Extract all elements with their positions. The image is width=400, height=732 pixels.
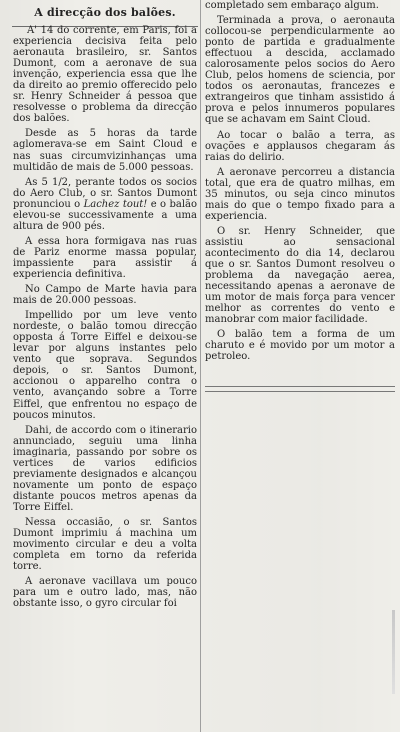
right-column	[205, 0, 395, 732]
paragraph-continued: completado sem embaraço algum.	[205, 0, 379, 11]
paragraph-7: Dahi, de accordo com o itinerario annunciado, seguiu uma linha imaginaria, passando por sobre os vertices de varios edificios previamente designados e alcançou novamente um ponto de espaço distante poucos metros apenas da Torre Eiffel.	[13, 424, 197, 513]
left-column	[13, 0, 197, 732]
paragraph-14: O balão tem a forma de um charuto e é movido por um motor a petroleo.	[205, 329, 395, 363]
paragraph-10: Terminada a prova, o aeronauta collocou-se perpendicularmente ao ponto de partida e gradualmente effectuou a descida, acclamado calorosamente pelos socios do Aero Club, pelos homens de sciencia, por todos os aeronautas, francezes e extrangeiros que tinham assistido á prova e pelos innumeros populares que se achavam em Saint Cloud.	[205, 15, 395, 126]
paragraph-8: Nessa occasião, o sr. Santos Dumont imprimiu á machina um movimento circular e deu a volta completa em torno da referida torre.	[13, 516, 197, 573]
paragraph-6: Impellido por um leve vento nordeste, o balão tomou direcção opposta á Torre Eiffel e deixou-se levar por alguns instantes pelo vento que soprava. Segundos depois, o sr. Santos Dumont, accionou o apparelho contra o vento, avançando sobre a Torre Eiffel, que enfrentou no espaço de poucos minutos.	[13, 310, 197, 421]
paragraph-5: No Campo de Marte havia para mais de 20.000 pessoas.	[13, 284, 197, 307]
quoted-exclamation: Lachez tout!	[83, 198, 148, 210]
page-margin-mark	[392, 610, 395, 694]
paragraph-11: Ao tocar o balão a terra, as ovações e applausos chegaram ás raias do delirio.	[205, 129, 395, 163]
article-headline: A direcção dos balões.	[34, 6, 176, 19]
article-end-rule	[205, 386, 395, 392]
paragraph-9: A aeronave vacillava um pouco para um e outro lado, mas, não obstante isso, o gyro circular foi	[13, 576, 197, 610]
paragraph-13: O sr. Henry Schneider, que assistiu ao sensacional acontecimento do dia 14, declarou que o sr. Santos Dumont resolveu o problema da navegação aerea, necessitando apenas a aeronave de um motor de mais força para vencer melhor as correntes do vento e manobrar com maior facilidade.	[205, 225, 395, 326]
paragraph-3: As 5 1/2, perante todos os socios do Aero Club, o sr. Santos Dumont pronunciou o Lachez tout! e o balão elevou-se successivamente a uma altura de 900 pés.	[13, 176, 197, 232]
paragraph-2: Desde as 5 horas da tarde aglomerava-se em Saint Cloud e nas suas circumvizinhanças uma multidão de mais de 5.000 pessoas.	[13, 128, 197, 173]
paragraph-12: A aeronave percorreu a distancia total, que era de quatro milhas, em 35 minutos, ou seja cinco minutos mais do que o tempo fixado para a experiencia.	[205, 166, 395, 222]
column-divider	[200, 0, 201, 732]
paragraph-1: A' 14 do corrente, em Paris, foi a experiencia decisiva feita pelo aeronauta brasileiro, sr. Santos Dumont, com a aeronave de sua invenção, experiencia essa que lhe da direito ao premio offerecido pelo sr. Henry Schneider á pessoa que resolvesse o problema da direcção dos balões.	[13, 25, 197, 125]
paragraph-4: A essa hora formigava nas ruas de Pariz enorme massa popular, impassiente para assistir á experiencia definitiva.	[13, 235, 197, 280]
